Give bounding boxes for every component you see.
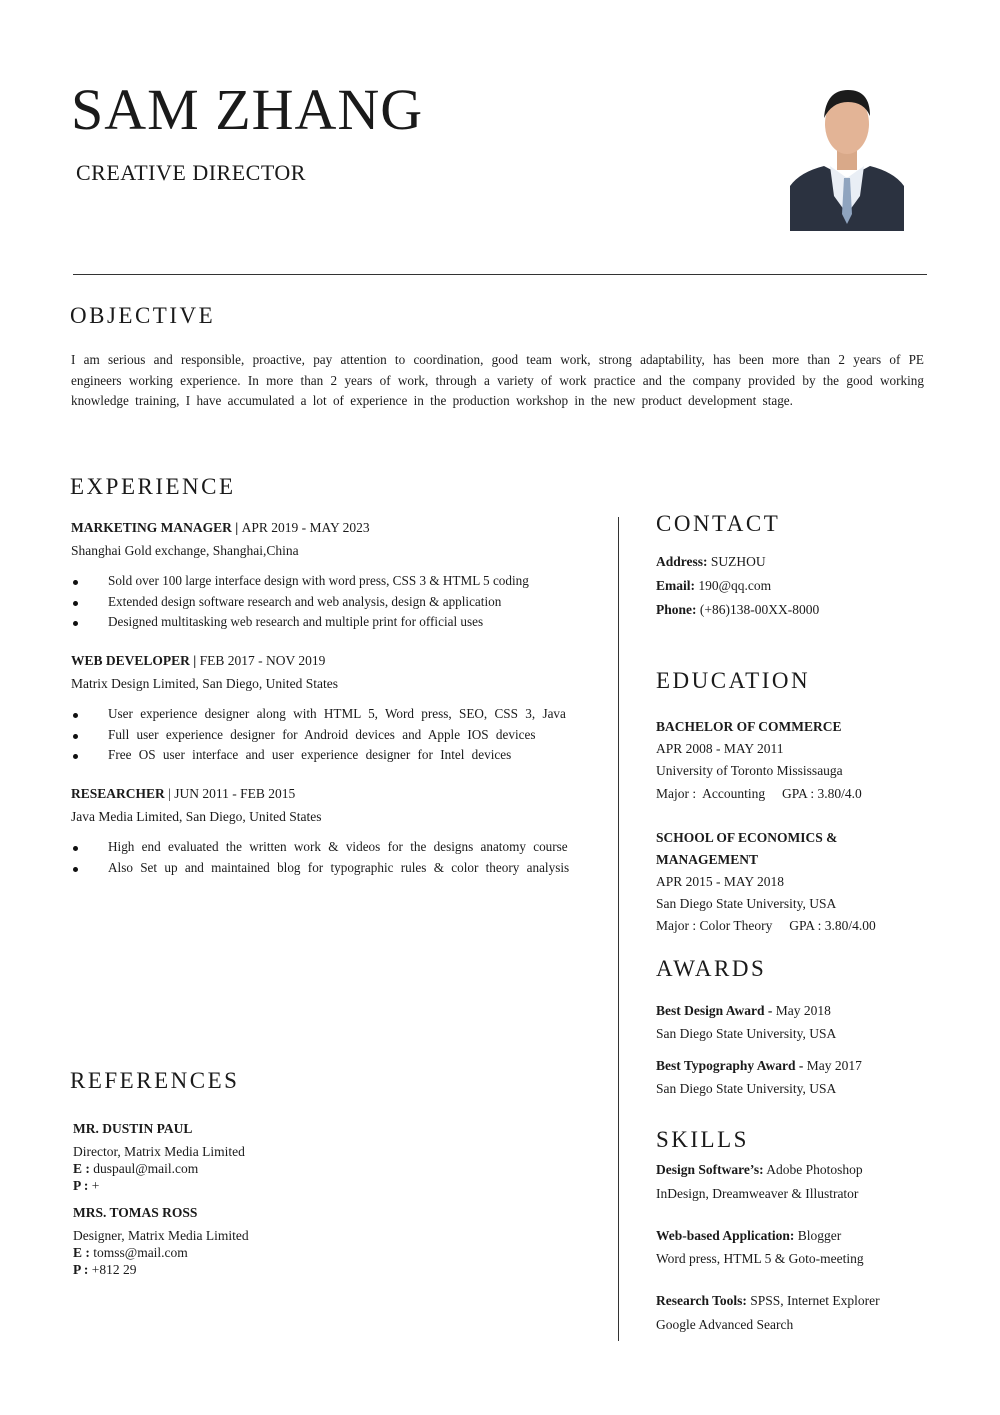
column-divider xyxy=(618,517,619,1341)
job-company: Java Media Limited, San Diego, United States xyxy=(71,809,322,825)
award-org: San Diego State University, USA xyxy=(656,1026,837,1041)
resume-role: CREATIVE DIRECTOR xyxy=(76,160,306,185)
skill-line-cont: Word press, HTML 5 & Goto-meeting xyxy=(656,1251,864,1266)
education-school: San Diego State University, USA xyxy=(656,896,837,911)
bullet-icon xyxy=(73,734,78,739)
resume-name: SAM ZHANG xyxy=(71,77,424,142)
job-separator: | xyxy=(189,653,200,668)
job-dates: JUN 2011 - FEB 2015 xyxy=(174,786,296,801)
skill-line: Research Tools: SPSS, Internet Explorer xyxy=(656,1293,880,1308)
reference-2 xyxy=(73,1205,249,1279)
job-bullets xyxy=(71,571,529,632)
contact-heading: CONTACT xyxy=(656,511,781,536)
objective-text: I am serious and responsible, proactive, pay attention to coordination, good team work, strong adaptability, has been more than 2 years of PE engineers working experience. In more than 2 years of work, through a variety of work practice and the company provided by the good working knowledge training, I have accumulated a lot of experience in the production workshop in the new product development stage. xyxy=(71,352,924,408)
bullet-icon xyxy=(73,713,78,718)
reference-email: E : duspaul@mail.com xyxy=(73,1160,199,1176)
education-school: University of Toronto Mississauga xyxy=(656,763,843,778)
job-dates: FEB 2017 - NOV 2019 xyxy=(199,653,326,668)
list-item: Also Set up and maintained blog for typographic rules & color theory analysis xyxy=(71,858,569,878)
bullet-icon xyxy=(73,867,78,872)
reference-1 xyxy=(73,1121,245,1195)
job-dates: APR 2019 - MAY 2023 xyxy=(241,520,370,535)
job-header xyxy=(71,786,569,802)
list-item: High end evaluated the written work & videos for the designs anatomy course xyxy=(71,837,569,857)
bullet-icon xyxy=(73,580,78,585)
education-major: Major : Color Theory GPA : 3.80/4.00 xyxy=(656,918,876,933)
header-divider xyxy=(73,274,927,275)
award-title: Best Typography Award - May 2017 xyxy=(656,1058,862,1073)
job-1 xyxy=(71,520,529,632)
list-item: Designed multitasking web research and multiple print for official uses xyxy=(71,612,529,632)
job-bullets xyxy=(71,837,569,878)
bullet-icon xyxy=(73,846,78,851)
portrait-photo xyxy=(790,74,904,231)
job-title: RESEARCHER xyxy=(71,786,165,801)
job-header xyxy=(71,520,529,536)
job-title: WEB DEVELOPER xyxy=(71,653,190,668)
list-item: Sold over 100 large interface design with word press, CSS 3 & HTML 5 coding xyxy=(71,571,529,591)
list-item: Free OS user interface and user experience designer for Intel devices xyxy=(71,745,566,765)
reference-phone: P : + xyxy=(73,1177,100,1193)
list-item: Extended design software research and web analysis, design & application xyxy=(71,592,529,612)
awards-heading: AWARDS xyxy=(656,956,767,981)
contact-address: Address: SUZHOU xyxy=(656,554,766,569)
job-title: MARKETING MANAGER xyxy=(71,520,232,535)
education-degree-cont: MANAGEMENT xyxy=(656,852,758,867)
skill-line-cont: InDesign, Dreamweaver & Illustrator xyxy=(656,1186,859,1201)
education-dates: APR 2015 - MAY 2018 xyxy=(656,874,785,889)
education-dates: APR 2008 - MAY 2011 xyxy=(656,741,784,756)
job-company: Shanghai Gold exchange, Shanghai,China xyxy=(71,543,299,559)
skill-line: Design Software’s: Adobe Photoshop xyxy=(656,1162,863,1177)
bullet-icon xyxy=(73,754,78,759)
list-item: Full user experience designer for Android devices and Apple IOS devices xyxy=(71,725,566,745)
education-major: Major : Accounting GPA : 3.80/4.0 xyxy=(656,786,862,801)
award-title: Best Design Award - May 2018 xyxy=(656,1003,831,1018)
reference-phone: P : +812 29 xyxy=(73,1261,137,1277)
skill-line-cont: Google Advanced Search xyxy=(656,1317,794,1332)
bullet-icon xyxy=(73,621,78,626)
job-separator: | xyxy=(164,786,175,801)
reference-name: MR. DUSTIN PAUL xyxy=(73,1121,193,1136)
education-degree: BACHELOR OF COMMERCE xyxy=(656,719,842,734)
reference-position: Designer, Matrix Media Limited xyxy=(73,1227,249,1243)
contact-email: Email: 190@qq.com xyxy=(656,578,772,593)
job-bullets xyxy=(71,704,566,765)
skill-line: Web-based Application: Blogger xyxy=(656,1228,842,1243)
reference-name: MRS. TOMAS ROSS xyxy=(73,1205,198,1220)
bullet-icon xyxy=(73,601,78,606)
list-item: User experience designer along with HTML 5, Word press, SEO, CSS 3, Java xyxy=(71,704,566,724)
job-header xyxy=(71,653,566,669)
objective-heading: OBJECTIVE xyxy=(70,303,216,328)
reference-email: E : tomss@mail.com xyxy=(73,1244,188,1260)
job-2 xyxy=(71,653,566,765)
award-org: San Diego State University, USA xyxy=(656,1081,837,1096)
education-degree: SCHOOL OF ECONOMICS & xyxy=(656,830,838,845)
job-company: Matrix Design Limited, San Diego, United States xyxy=(71,676,338,692)
job-3 xyxy=(71,786,569,878)
references-heading: REFERENCES xyxy=(70,1068,240,1093)
experience-heading: EXPERIENCE xyxy=(70,474,236,499)
skills-heading: SKILLS xyxy=(656,1127,749,1152)
reference-position: Director, Matrix Media Limited xyxy=(73,1143,245,1159)
education-heading: EDUCATION xyxy=(656,668,811,693)
contact-phone: Phone: (+86)138-00XX-8000 xyxy=(656,602,820,617)
job-separator: | xyxy=(231,520,242,535)
